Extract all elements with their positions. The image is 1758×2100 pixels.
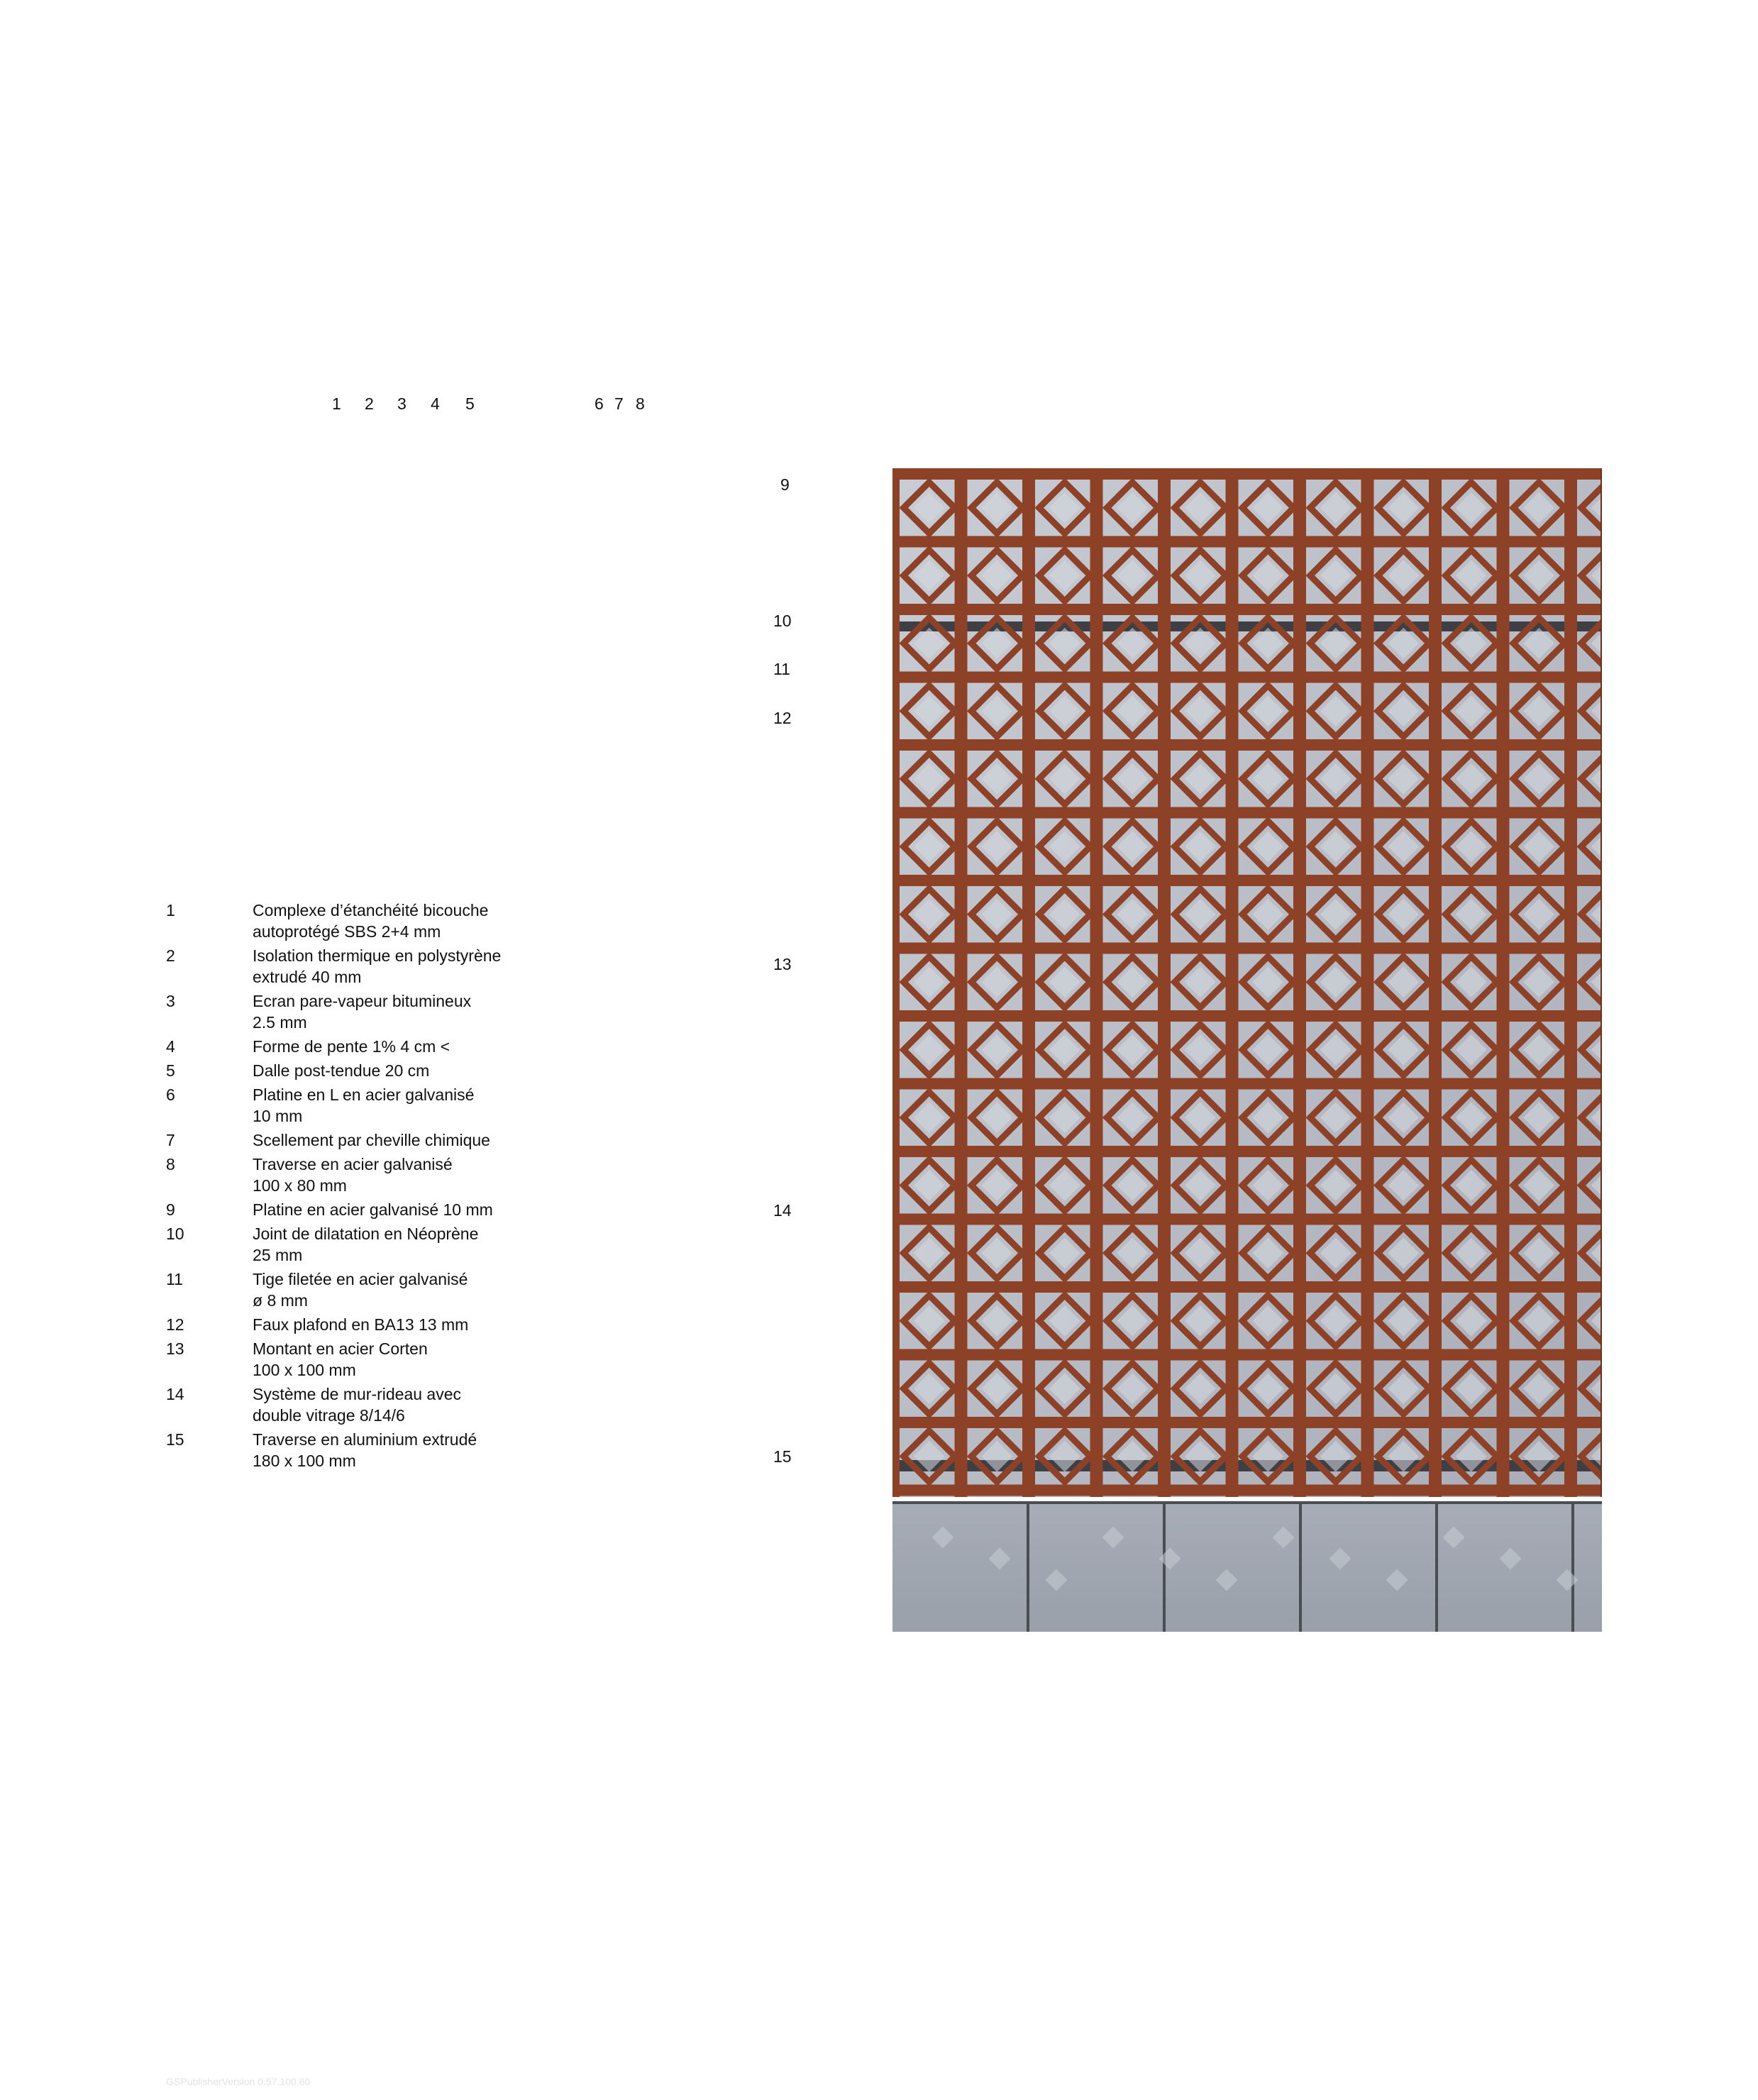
stone-joint [1435,1501,1438,1632]
legend-item [166,1429,563,1471]
stone-joint [892,1501,1602,1504]
legend-number: 13 [166,1339,184,1358]
legend-item [166,990,563,1033]
callout-7: 7 [614,394,624,413]
facade-svg [892,468,1602,1632]
legend-line: Dalle post-tendue 20 cm [253,1061,430,1080]
callout-14: 14 [773,1201,792,1220]
corten-rail [892,1485,1602,1496]
legend-line: extrudé 40 mm [253,968,362,986]
legend-text [253,900,563,942]
legend-text [253,1036,563,1057]
legend-text [253,1269,563,1311]
legend-text [253,1223,563,1266]
legend-number: 14 [166,1385,184,1403]
legend-item [166,1036,563,1057]
corten-rail [892,875,1602,886]
legend-number: 5 [166,1061,175,1080]
legend-text [253,945,563,988]
legend [166,900,563,1474]
legend-text [253,1084,563,1127]
legend-item [166,1084,563,1127]
legend-text [253,1129,563,1151]
legend-number: 11 [166,1270,183,1288]
legend-number: 3 [166,992,175,1010]
legend-item [166,1129,563,1151]
corten-rail [892,604,1602,615]
stone-joint [1027,1501,1029,1632]
corten-rail [892,1349,1602,1361]
legend-number: 10 [166,1225,184,1243]
legend-item [166,1223,563,1266]
legend-line: ø 8 mm [253,1291,308,1310]
legend-line: Traverse en acier galvanisé [253,1155,453,1173]
stone-joint [1163,1501,1166,1632]
legend-line: 10 mm [253,1107,303,1125]
callout-12: 12 [773,709,792,727]
callout-4: 4 [431,394,440,413]
callout-13: 13 [773,955,792,973]
legend-line: 100 x 80 mm [253,1176,347,1195]
legend-line: Scellement par cheville chimique [253,1131,490,1149]
callout-6: 6 [595,394,604,413]
legend-line: Forme de pente 1% 4 cm < [253,1037,450,1056]
stone-joint [1571,1501,1574,1632]
legend-item [166,945,563,988]
callout-10: 10 [773,612,792,630]
callout-5: 5 [465,394,475,413]
watermark: GSPublisherVersion 0.57.100.80 [166,2076,311,2087]
corten-rail [892,1417,1602,1428]
stone-joint [1299,1501,1302,1632]
corten-rail [892,536,1602,548]
legend-text [253,1060,563,1081]
callout-2: 2 [365,394,374,413]
legend-number: 1 [166,901,175,919]
legend-line: Ecran pare-vapeur bitumineux [253,992,472,1010]
legend-line: double vitrage 8/14/6 [253,1406,405,1425]
callout-15: 15 [773,1447,792,1466]
legend-line: 2.5 mm [253,1013,307,1032]
legend-item [166,1154,563,1196]
legend-line: Montant en acier Corten [253,1339,428,1358]
legend-item [166,1269,563,1311]
corten-rail [892,739,1602,751]
legend-text [253,1154,563,1196]
legend-text [253,1429,563,1471]
legend-number: 7 [166,1131,175,1149]
legend-item [166,1314,563,1335]
corten-rail [892,1146,1602,1157]
callout-3: 3 [397,394,407,413]
top-callouts [0,394,780,416]
legend-line: autoprotégé SBS 2+4 mm [253,922,441,941]
legend-number: 9 [166,1200,175,1219]
legend-text [253,1383,563,1426]
callout-11: 11 [773,660,790,678]
corten-mullion [892,468,900,1497]
legend-line: 180 x 100 mm [253,1452,356,1470]
legend-line: Tige filetée en acier galvanisé [253,1270,468,1288]
corten-rail [892,807,1602,819]
legend-text [253,1338,563,1381]
corten-rail [892,1010,1602,1022]
legend-text [253,1314,563,1335]
corten-rail [892,1281,1602,1293]
legend-line: Isolation thermique en polystyrène [253,946,502,965]
corten-rail [892,943,1602,954]
legend-line: Traverse en aluminium extrudé [253,1430,477,1449]
legend-text [253,1199,563,1220]
corten-rail [892,1214,1602,1225]
callout-8: 8 [636,394,645,413]
legend-item [166,900,563,942]
legend-line: Système de mur-rideau avec [253,1385,462,1403]
callout-1: 1 [332,394,341,413]
legend-line: Platine en acier galvanisé 10 mm [253,1200,493,1219]
legend-text [253,990,563,1033]
legend-item [166,1060,563,1081]
facade-elevation [892,468,1602,1632]
legend-line: Platine en L en acier galvanisé [253,1085,475,1104]
corten-rail [892,1078,1602,1090]
legend-number: 12 [166,1315,184,1334]
corten-rail [892,672,1602,683]
corten-rail [892,468,1602,480]
edge-line [1601,468,1602,1497]
legend-line: Faux plafond en BA13 13 mm [253,1315,469,1334]
legend-number: 8 [166,1155,175,1173]
legend-item [166,1199,563,1220]
legend-line: Complexe d’étanchéité bicouche [253,901,489,919]
legend-line: 25 mm [253,1246,303,1264]
callout-9: 9 [780,475,790,494]
legend-number: 15 [166,1430,184,1449]
legend-number: 4 [166,1037,175,1056]
legend-line: 100 x 100 mm [253,1361,356,1379]
legend-line: Joint de dilatation en Néoprène [253,1225,479,1243]
legend-number: 2 [166,946,175,965]
legend-item [166,1338,563,1381]
legend-item [166,1383,563,1426]
legend-number: 6 [166,1085,175,1104]
